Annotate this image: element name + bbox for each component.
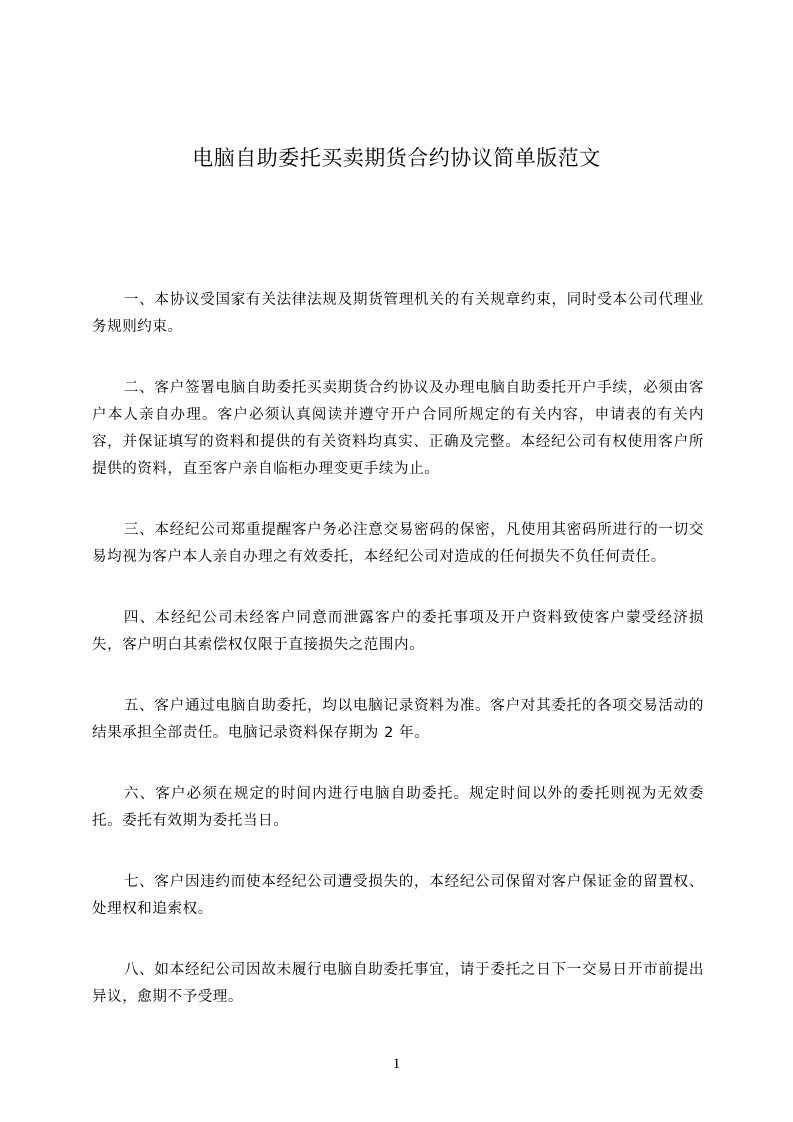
clause-6: 六、客户必须在规定的时间内进行电脑自助委托。规定时间以外的委托则视为无效委托。委托有效期为委托当日。 [92,786,704,829]
clause-8: 八、如本经纪公司因故未履行电脑自助委托事宜，请于委托之日下一交易日开市前提出异议，愈期不予受理。 [92,962,704,1005]
clause-4: 四、本经纪公司未经客户同意而泄露客户的委托事项及开户资料致使客户蒙受经济损失，客户明白其索偿权仅限于直接损失之范围内。 [92,610,704,653]
page-number: 1 [392,1056,401,1072]
document-title: 电脑自助委托买卖期货合约协议简单版范文 [192,146,601,170]
clause-2: 二、客户签署电脑自助委托买卖期货合约协议及办理电脑自助委托开户手续，必须由客户本人亲自办理。客户必须认真阅读并遵守开户合同所规定的有关内容，申请表的有关内容，并保证填写的资料和提供的有关资料均真实、正确及完整。本经纪公司有权使用客户所提供的资料，直至客户亲自临柜办理变更手续为止。 [92,380,704,477]
clause-1: 一、本协议受国家有关法律法规及期货管理机关的有关规章约束，同时受本公司代理业务规则约束。 [92,292,704,335]
clause-7: 七、客户因违约而使本经纪公司遭受损失的，本经纪公司保留对客户保证金的留置权、处理权和追索权。 [92,874,704,917]
document-body [92,287,704,1045]
clause-5: 五、客户通过电脑自助委托，均以电脑记录资料为准。客户对其委托的各项交易活动的结果承担全部责任。电脑记录资料保存期为 2 年。 [92,698,704,741]
clause-3: 三、本经纪公司郑重提醒客户务必注意交易密码的保密，凡使用其密码所进行的一切交易均视为客户本人亲自办理之有效委托，本经纪公司对造成的任何损失不负任何责任。 [92,522,704,565]
